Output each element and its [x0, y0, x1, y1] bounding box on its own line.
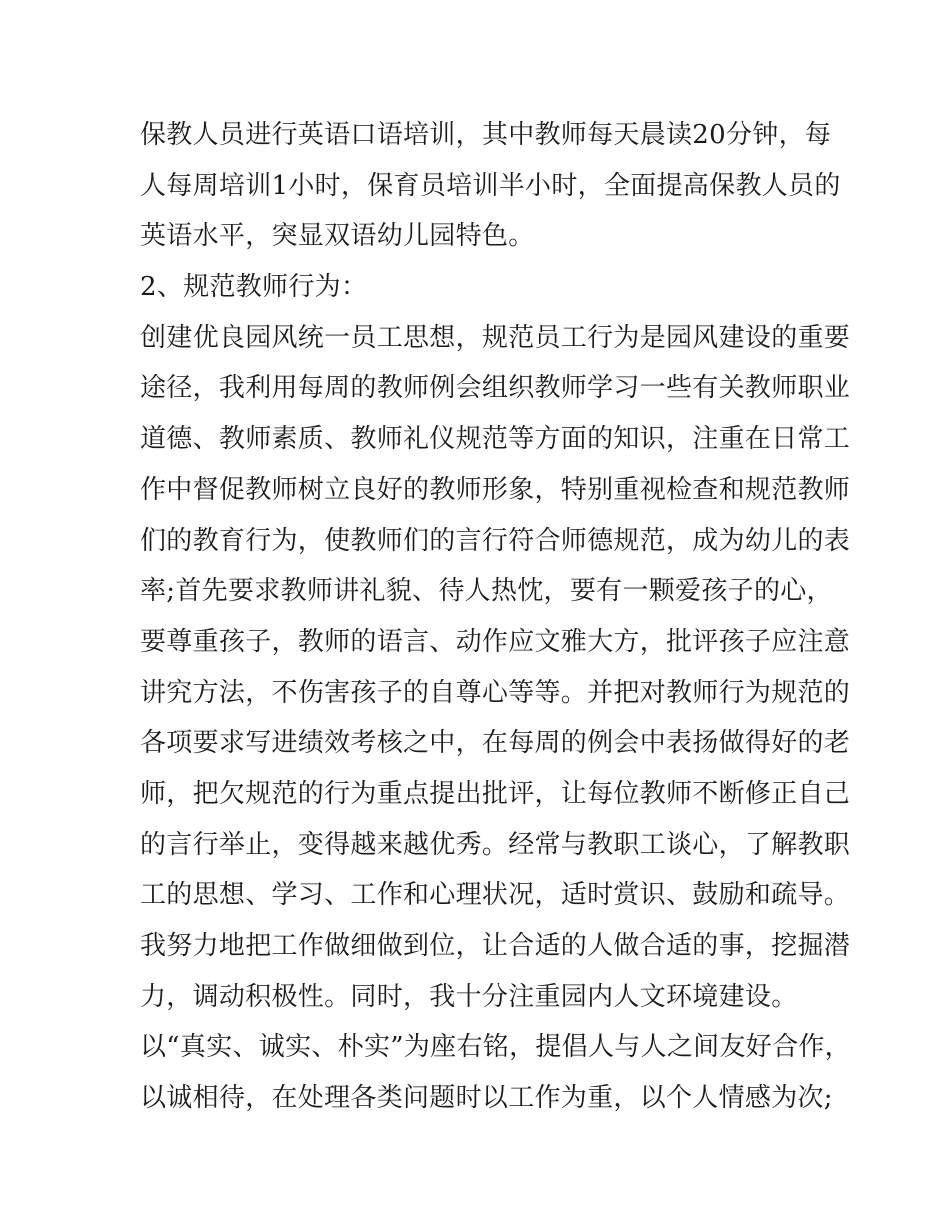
section-heading: 2、规范教师行为：	[140, 272, 368, 303]
text-line: 以诚相待，在处理各类问题时以工作为重，以个人情感为次;	[140, 1083, 833, 1114]
text-line: 保教人员进行英语口语培训，其中教师每天晨读20分钟，每	[140, 120, 832, 150]
text-line: 人每周培训1小时，保育员培训半小时，全面提高保教人员的	[140, 170, 841, 201]
body-text	[140, 110, 851, 1124]
text-line: 以“真实、诚实、朴实”为座右铭，提倡人与人之间友好合作，	[140, 1032, 851, 1063]
text-line: 要尊重孩子，教师的语言、动作应文雅大方，批评孩子应注意	[140, 626, 851, 657]
text-line: 我努力地把工作做细做到位，让合适的人做合适的事，挖掘潜	[140, 931, 851, 961]
text-line: 师，把欠规范的行为重点提出批评，让每位教师不断修正自己	[140, 778, 851, 809]
text-line: 创建优良园风统一员工思想，规范员工行为是园风建设的重要	[140, 322, 851, 353]
text-line: 讲究方法，不伤害孩子的自尊心等等。并把对教师行为规范的	[140, 677, 851, 708]
text-line: 力，调动积极性。同时，我十分注重园内人文环境建设。	[140, 981, 798, 1012]
text-line: 途径，我利用每周的教师例会组织教师学习一些有关教师职业	[140, 373, 851, 404]
text-line: 英语水平，突显双语幼儿园特色。	[140, 221, 535, 252]
text-line: 的言行举止，变得越来越优秀。经常与教职工谈心，了解教职	[140, 829, 851, 860]
text-line: 工的思想、学习、工作和心理状况，适时赏识、鼓励和疏导。	[140, 880, 851, 911]
text-line: 道德、教师素质、教师礼仪规范等方面的知识，注重在日常工	[140, 424, 851, 455]
text-line: 们的教育行为，使教师们的言行符合师德规范，成为幼儿的表	[140, 525, 851, 556]
text-line: 作中督促教师树立良好的教师形象，特别重视检查和规范教师	[140, 474, 851, 505]
text-line: 各项要求写进绩效考核之中，在每周的例会中表扬做得好的老	[140, 728, 851, 759]
text-line: 率;首先要求教师讲礼貌、待人热忱，要有一颗爱孩子的心，	[140, 576, 833, 607]
